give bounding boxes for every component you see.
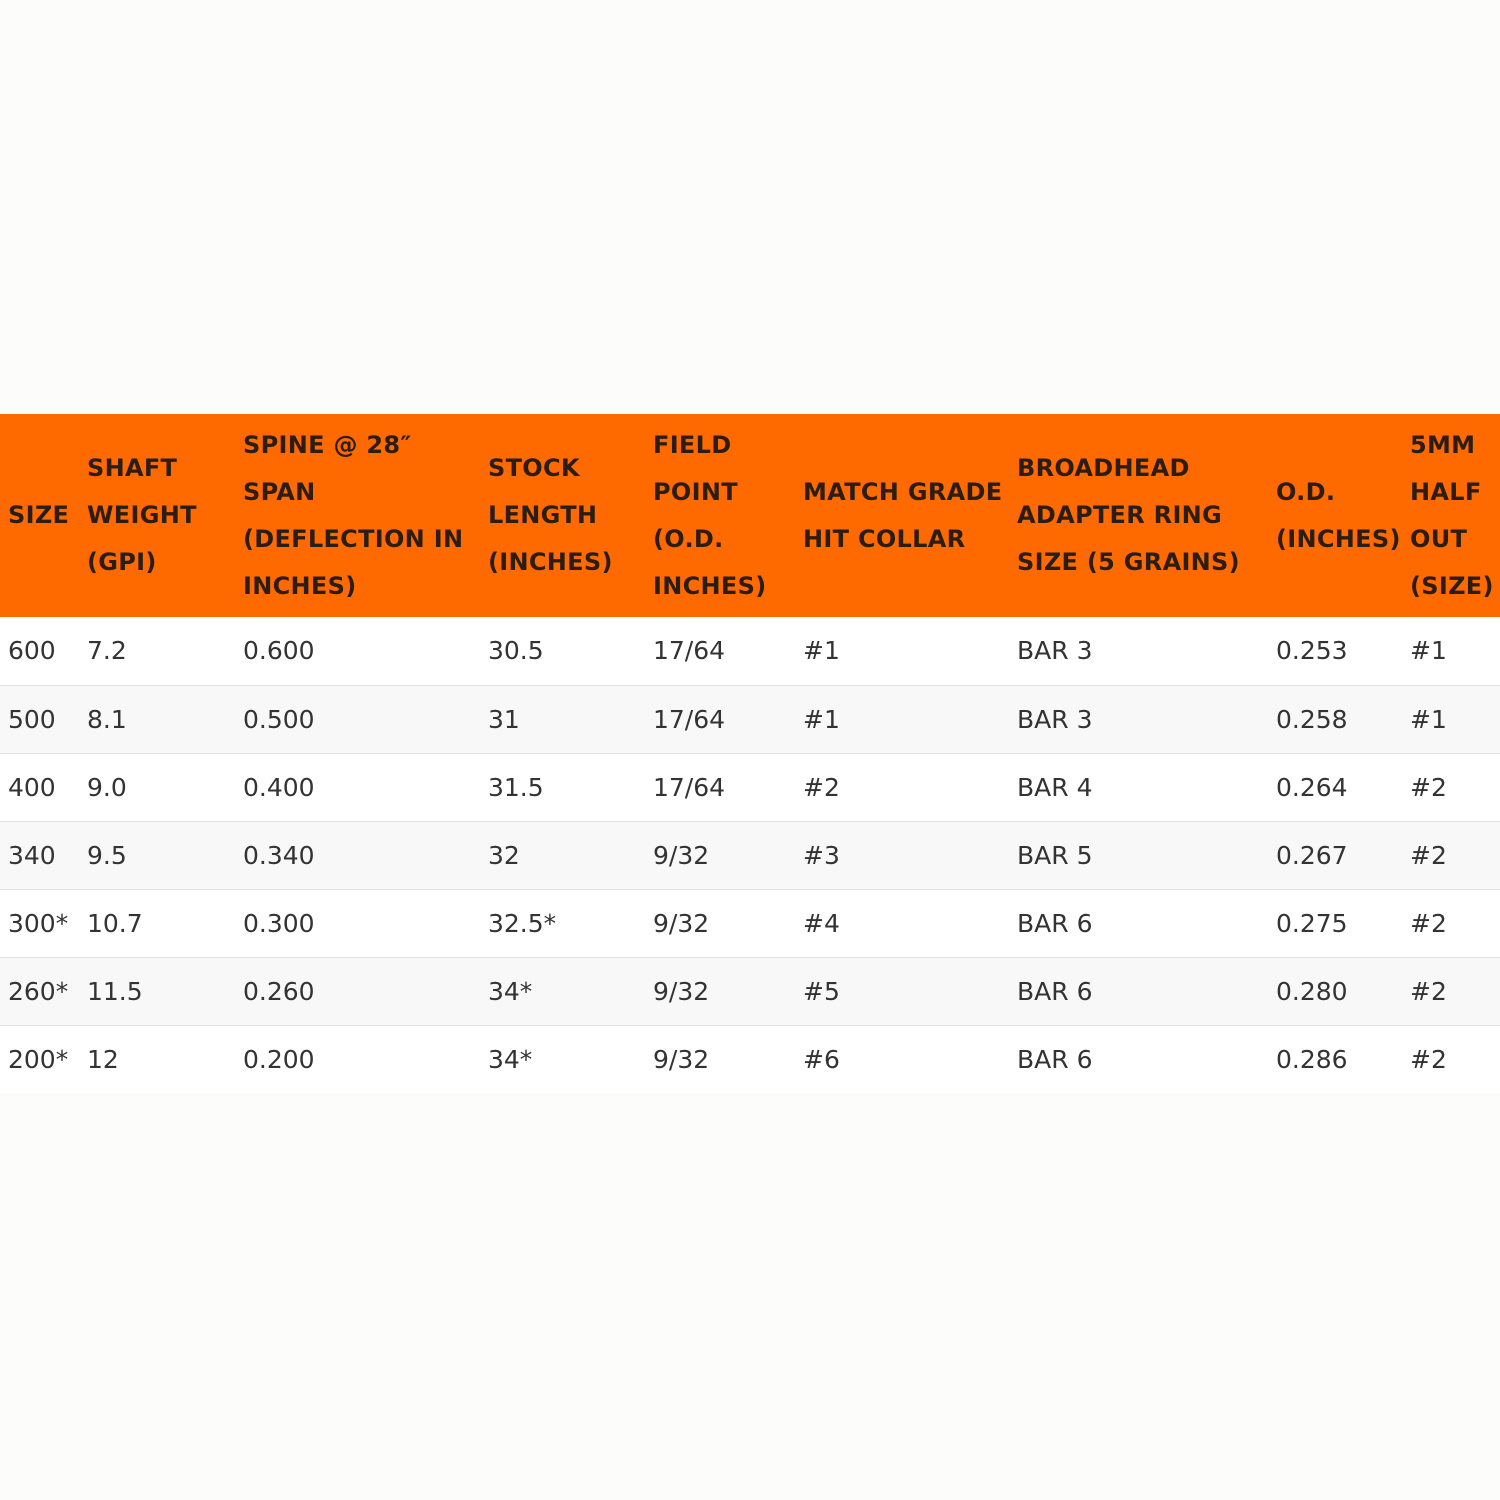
cell-stock-length: 34* <box>488 1044 533 1074</box>
cell-half-out: #2 <box>1402 889 1500 957</box>
cell-shaft-weight: 8.1 <box>79 685 235 753</box>
cell-od: 0.280 <box>1268 957 1402 1025</box>
cell-stock-length: 32.5* <box>480 889 645 957</box>
cell-stock-length: 31 <box>480 685 645 753</box>
cell-spine: 0.300 <box>235 889 480 957</box>
header-broadhead-adapter: BROADHEAD ADAPTER RING SIZE (5 GRAINS) <box>1017 454 1240 576</box>
table-header-row <box>0 414 1500 617</box>
cell-stock-length: 30.5 <box>480 617 645 685</box>
cell-stock-length: 34* <box>480 957 645 1025</box>
cell-spine: 0.400 <box>235 753 480 821</box>
cell-hit-collar: #2 <box>795 753 1009 821</box>
table-row <box>0 821 1500 889</box>
cell-spine: 0.500 <box>235 685 480 753</box>
cell-shaft-weight: 10.7 <box>79 889 235 957</box>
header-half-out: 5MM HALF OUT (SIZE) <box>1410 430 1494 600</box>
table-row <box>0 617 1500 685</box>
cell-spine: 0.340 <box>235 821 480 889</box>
cell-half-out: #2 <box>1402 753 1500 821</box>
cell-adapter-ring: BAR 4 <box>1009 753 1268 821</box>
cell-hit-collar: #5 <box>795 957 1009 1025</box>
table-body <box>0 617 1500 1093</box>
header-shaft-weight: SHAFT WEIGHT (GPI) <box>87 454 197 576</box>
cell-half-out: #2 <box>1402 957 1500 1025</box>
cell-shaft-weight: 11.5 <box>79 957 235 1025</box>
cell-hit-collar: #3 <box>795 821 1009 889</box>
header-hit-collar: MATCH GRADE HIT COLLAR <box>803 477 1003 553</box>
cell-field-point: 17/64 <box>645 617 795 685</box>
cell-field-point: 9/32 <box>645 889 795 957</box>
header-spine: SPINE @ 28″ SPAN (DEFLECTION IN INCHES) <box>243 430 464 600</box>
cell-stock-length: 31.5 <box>480 753 645 821</box>
cell-hit-collar: #6 <box>803 1044 840 1074</box>
header-size: SIZE <box>8 501 70 529</box>
cell-half-out: #1 <box>1402 617 1500 685</box>
cell-field-point: 9/32 <box>645 821 795 889</box>
cell-hit-collar: #1 <box>795 685 1009 753</box>
cell-adapter-ring: BAR 5 <box>1009 821 1268 889</box>
cell-hit-collar: #1 <box>795 617 1009 685</box>
cell-adapter-ring: BAR 6 <box>1009 889 1268 957</box>
table-row <box>0 753 1500 821</box>
cell-shaft-weight: 12 <box>87 1044 119 1074</box>
header-stock-length: STOCK LENGTH (INCHES) <box>488 454 613 576</box>
cell-adapter-ring: BAR 3 <box>1009 617 1268 685</box>
cell-field-point: 9/32 <box>645 957 795 1025</box>
cell-od: 0.275 <box>1268 889 1402 957</box>
cell-size: 500 <box>0 685 79 753</box>
table-row <box>0 957 1500 1025</box>
cell-field-point: 17/64 <box>645 753 795 821</box>
table-row <box>0 1025 1500 1093</box>
cell-field-point: 17/64 <box>645 685 795 753</box>
cell-hit-collar: #4 <box>795 889 1009 957</box>
cell-half-out: #2 <box>1410 1044 1447 1074</box>
cell-spine: 0.260 <box>235 957 480 1025</box>
cell-half-out: #2 <box>1402 821 1500 889</box>
cell-size: 200* <box>8 1044 69 1074</box>
cell-od: 0.286 <box>1276 1044 1348 1074</box>
cell-shaft-weight: 9.0 <box>79 753 235 821</box>
cell-size: 400 <box>0 753 79 821</box>
arrow-spec-table <box>0 414 1500 1093</box>
cell-adapter-ring: BAR 6 <box>1017 1044 1093 1074</box>
cell-field-point: 9/32 <box>653 1044 710 1074</box>
cell-size: 300* <box>0 889 79 957</box>
cell-adapter-ring: BAR 3 <box>1009 685 1268 753</box>
cell-adapter-ring: BAR 6 <box>1009 957 1268 1025</box>
cell-spine: 0.200 <box>243 1044 315 1074</box>
cell-od: 0.267 <box>1268 821 1402 889</box>
cell-shaft-weight: 7.2 <box>79 617 235 685</box>
cell-od: 0.258 <box>1268 685 1402 753</box>
header-od: O.D. (INCHES) <box>1276 477 1401 553</box>
table-row <box>0 685 1500 753</box>
cell-size: 600 <box>0 617 79 685</box>
cell-half-out: #1 <box>1402 685 1500 753</box>
cell-spine: 0.600 <box>235 617 480 685</box>
cell-od: 0.264 <box>1268 753 1402 821</box>
cell-shaft-weight: 9.5 <box>79 821 235 889</box>
cell-od: 0.253 <box>1268 617 1402 685</box>
cell-size: 260* <box>0 957 79 1025</box>
table-row <box>0 889 1500 957</box>
cell-stock-length: 32 <box>480 821 645 889</box>
cell-size: 340 <box>0 821 79 889</box>
header-field-point: FIELD POINT (O.D. INCHES) <box>653 430 767 600</box>
